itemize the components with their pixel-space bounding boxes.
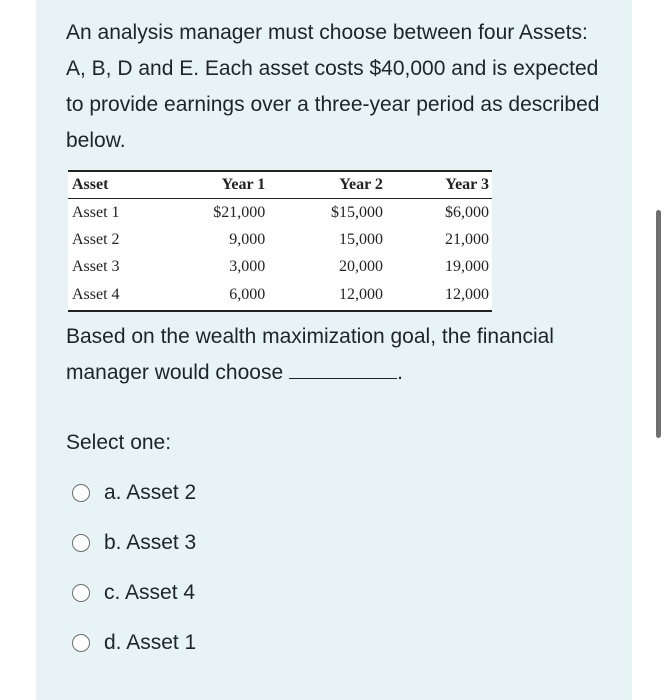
option-label[interactable]: a. Asset 2	[104, 481, 197, 504]
table-cell: $6,000	[445, 203, 489, 221]
question-text: An analysis manager must choose between four Assets: A, B, D and E. Each asset costs $40,000 and is expected to provide earnings over a three-year period as described below.	[66, 21, 600, 152]
option-d[interactable]	[72, 618, 196, 668]
table-cell: 15,000	[338, 230, 383, 248]
scrollbar-thumb[interactable]	[656, 210, 661, 438]
table-cell: Asset 3	[72, 257, 120, 275]
radio-button-icon[interactable]	[72, 484, 90, 502]
table-row	[68, 280, 492, 311]
table-cell: Asset 2	[72, 230, 120, 248]
table-cell: Asset 1	[72, 203, 120, 221]
table-cell: 6,000	[229, 286, 266, 303]
followup-question	[66, 319, 606, 391]
option-label[interactable]: c. Asset 4	[104, 581, 196, 604]
option-a[interactable]	[72, 468, 196, 518]
option-label[interactable]: d. Asset 1	[104, 631, 197, 654]
followup-text: Based on the wealth maximization goal, the financial manager would choose	[66, 325, 554, 384]
table-cell: $15,000	[330, 203, 383, 221]
table-cell: Asset 4	[72, 286, 120, 303]
table-row	[68, 226, 492, 253]
option-c[interactable]	[72, 568, 196, 618]
radio-button-icon[interactable]	[72, 584, 90, 602]
table-cell: 9,000	[229, 230, 266, 248]
table-cell: 19,000	[445, 257, 489, 275]
table-header-year-2: Year 2	[269, 171, 387, 199]
table-header-year-1: Year 1	[173, 171, 269, 199]
option-label[interactable]: b. Asset 3	[104, 531, 197, 554]
answer-blank	[289, 360, 397, 379]
table-cell: 3,000	[229, 257, 266, 275]
table-header-row	[68, 171, 492, 199]
table-row	[68, 199, 492, 227]
question-panel	[36, 0, 632, 700]
followup-end-punct: .	[397, 361, 403, 384]
table-header-year-3: Year 3	[387, 171, 492, 199]
table-cell: $21,000	[213, 203, 266, 221]
table-cell: 12,000	[338, 286, 383, 303]
radio-button-icon[interactable]	[72, 634, 90, 652]
select-one-label: Select one:	[66, 431, 172, 454]
table-cell: 20,000	[338, 257, 383, 275]
table-header-asset: Asset	[68, 171, 173, 199]
table-row	[68, 253, 492, 280]
radio-button-icon[interactable]	[72, 534, 90, 552]
answer-options	[72, 468, 196, 668]
table-cell: 21,000	[445, 230, 489, 248]
table-cell: 12,000	[445, 286, 489, 303]
earnings-table	[68, 170, 492, 312]
option-b[interactable]	[72, 518, 196, 568]
